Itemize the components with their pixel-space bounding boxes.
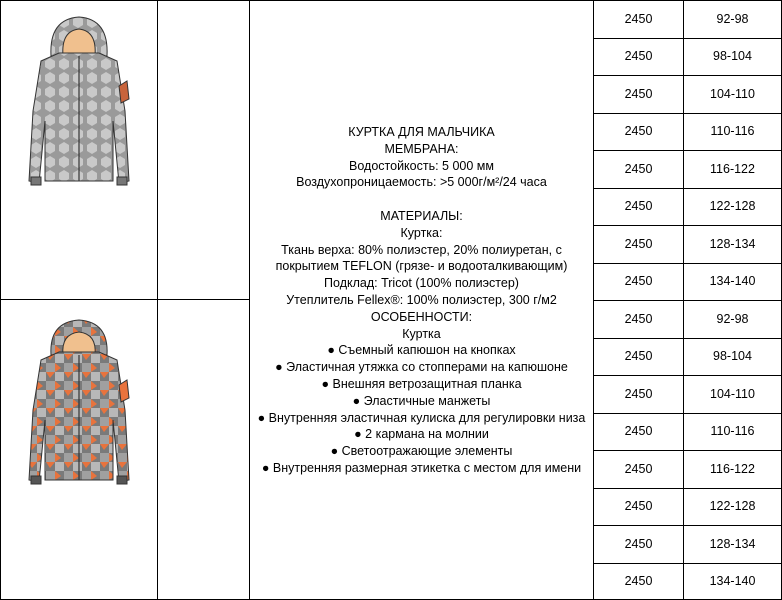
size-cell: 128-134	[709, 537, 756, 551]
price-cell: 2450	[624, 12, 653, 26]
description-line: Утеплитель Fellex®: 100% полиэстер, 300 г/м2	[286, 292, 557, 307]
description-line: КУРТКА ДЛЯ МАЛЬЧИКА	[348, 125, 495, 139]
description-line: Куртка:	[400, 225, 443, 240]
column-divider	[157, 0, 158, 600]
description-line: ● Светоотражающие элементы	[330, 444, 513, 459]
description-line: ОСОБЕННОСТИ:	[370, 309, 473, 324]
description-line: Воздухопроницаемость: >5 000г/м²/24 часа	[296, 175, 547, 190]
description-line: ● 2 кармана на молнии	[354, 427, 489, 442]
price-cell: 2450	[624, 274, 653, 288]
product-description-cell	[250, 0, 593, 600]
size-cell: 98-104	[713, 49, 752, 63]
price-cell: 2450	[624, 462, 653, 476]
size-cell: 110-116	[710, 424, 755, 438]
description-line: ● Эластичная утяжка со стопперами на капюшоне	[275, 360, 568, 375]
description-line: ● Внешняя ветрозащитная планка	[321, 376, 522, 391]
jacket-gray-hexagon-image	[1, 1, 157, 299]
price-cell: 2450	[624, 312, 653, 326]
price-cell: 2450	[624, 199, 653, 213]
size-cell: 92-98	[716, 312, 749, 326]
product-image	[1, 1, 157, 299]
description-line: Куртка	[402, 326, 441, 341]
size-cell: 116-122	[710, 462, 755, 476]
price-cell: 2450	[624, 237, 653, 251]
description-line: Водостойкость: 5 000 мм	[349, 158, 494, 173]
description-line: МАТЕРИАЛЫ:	[380, 208, 463, 223]
description-line: Подклад: Tricot (100% полиэстер)	[324, 276, 519, 291]
description-line: Ткань верха: 80% полиэстер, 20% полиуретан, с	[281, 242, 562, 257]
description-line: ● Внутренняя размерная этикетка с местом для имени	[261, 460, 582, 475]
description-line: покрытием TEFLON (грязе- и водооталкивающим)	[275, 259, 568, 274]
price-cell: 2450	[624, 349, 653, 363]
description-line: МЕМБРАНА:	[384, 141, 459, 156]
size-cell: 134-140	[709, 574, 756, 588]
size-cell: 116-122	[710, 162, 755, 176]
description-spacer	[250, 191, 593, 208]
size-cell: 122-128	[709, 199, 756, 213]
price-cell: 2450	[624, 499, 653, 513]
price-cell: 2450	[624, 124, 653, 138]
description-line: ● Внутренняя эластичная кулиска для регулировки низа	[257, 410, 586, 425]
price-cell: 2450	[624, 387, 653, 401]
description-line: ● Эластичные манжеты	[352, 393, 491, 408]
size-cell: 128-134	[709, 237, 756, 251]
size-cell: 134-140	[709, 274, 756, 288]
size-cell: 104-110	[710, 387, 755, 401]
product-description	[250, 124, 593, 477]
size-cell: 92-98	[716, 12, 749, 26]
price-cell: 2450	[624, 424, 653, 438]
price-cell: 2450	[624, 49, 653, 63]
size-cell: 122-128	[709, 499, 756, 513]
description-line: ● Съемный капюшон на кнопках	[327, 343, 516, 358]
size-cell: 98-104	[713, 349, 752, 363]
price-cell: 2450	[624, 537, 653, 551]
price-cell: 2450	[624, 162, 653, 176]
size-cell: 110-116	[710, 124, 755, 138]
price-cell: 2450	[624, 87, 653, 101]
product-image	[1, 300, 157, 599]
price-cell: 2450	[624, 574, 653, 588]
size-cell: 104-110	[710, 87, 755, 101]
jacket-gray-orange-geometric-image	[1, 300, 157, 599]
